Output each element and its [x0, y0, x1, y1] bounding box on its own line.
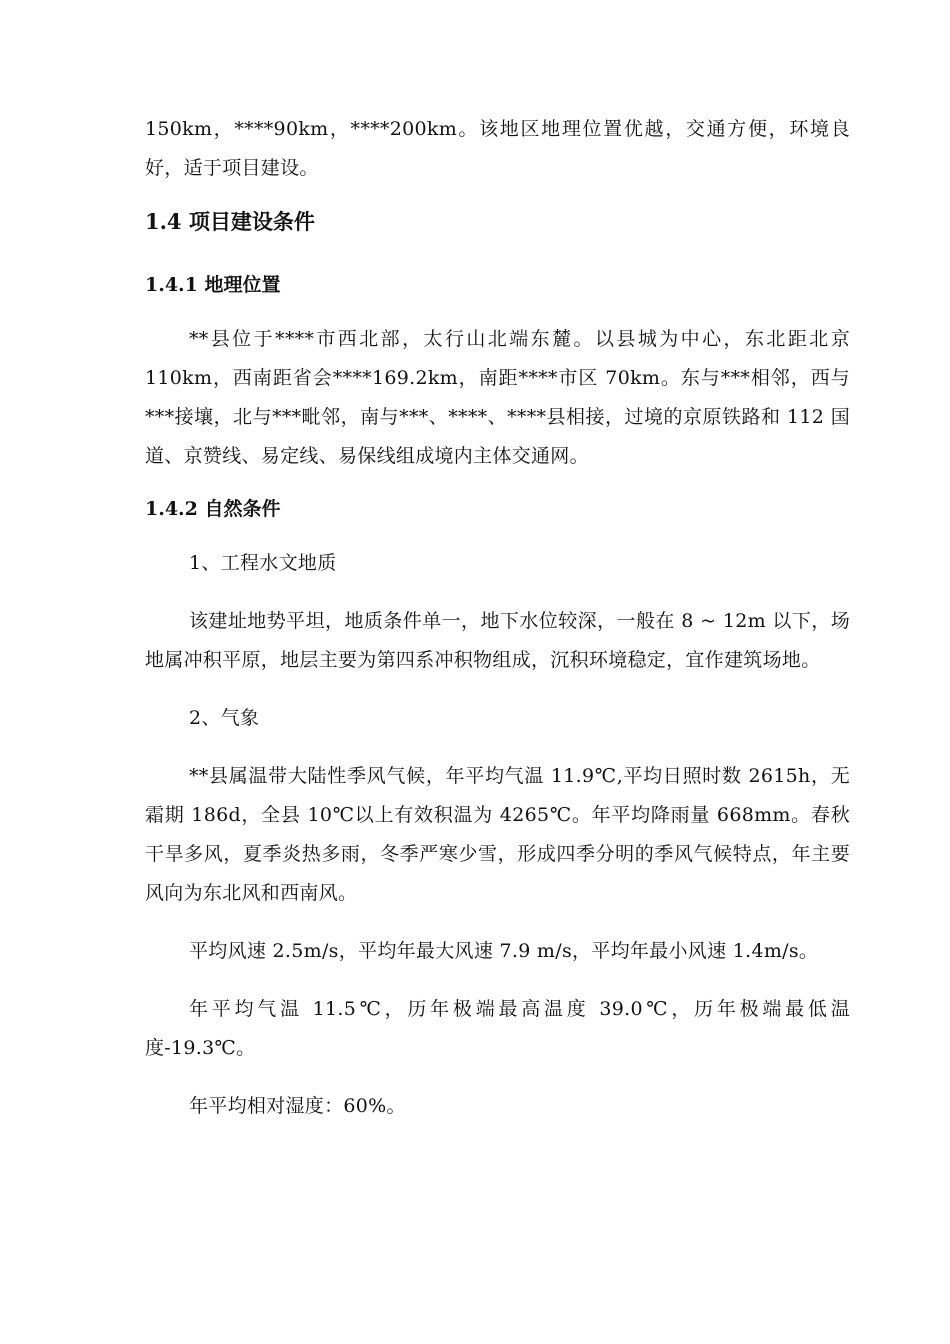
subsection-heading-1-4-2: 1.4.2 自然条件	[145, 498, 281, 520]
paragraph-humidity: 年平均相对湿度：60%。	[189, 1095, 406, 1117]
paragraph-temperature: 年平均气温 11.5℃，历年极端最高温度 39.0℃，历年极端最低温度-19.3℃。	[145, 998, 850, 1059]
paragraph-wind-speed: 平均风速 2.5m/s，平均年最大风速 7.9 m/s，平均年最小风速 1.4m/s。	[189, 940, 819, 962]
subsection-heading-1-4-1: 1.4.1 地理位置	[145, 274, 281, 296]
paragraph-hydrogeology: 该建址地势平坦，地质条件单一，地下水位较深，一般在 8 ~ 12m 以下，场地属冲积平原，地层主要为第四系冲积物组成，沉积环境稳定，宜作建筑场地。	[145, 610, 850, 671]
document-page	[145, 110, 850, 1126]
item-hydrogeology-title: 1、工程水文地质	[189, 552, 337, 574]
paragraph-geography: **县位于****市西北部，太行山北端东麓。以县城为中心，东北距北京 110km，西南距省会****169.2km，南距****市区 70km。东与***相邻，西与***接壤，北与***毗邻，南与***、****、****县相接，过境的京原铁路和 112 国道、京赞线、易定线、易保线组成境内主体交通网。	[145, 328, 850, 467]
item-weather-title: 2、气象	[189, 707, 260, 729]
section-heading-1-4: 1.4 项目建设条件	[145, 209, 315, 234]
paragraph-location-continued: 150km，****90km，****200km。该地区地理位置优越，交通方便，环境良好，适于项目建设。	[145, 118, 850, 179]
paragraph-climate: **县属温带大陆性季风气候，年平均气温 11.9℃,平均日照时数 2615h，无霜期 186d，全县 10℃以上有效积温为 4265℃。年平均降雨量 668mm。春秋干旱多风，夏季炎热多雨，冬季严寒少雪，形成四季分明的季风气候特点，年主要风向为东北风和西南风。	[145, 765, 850, 904]
